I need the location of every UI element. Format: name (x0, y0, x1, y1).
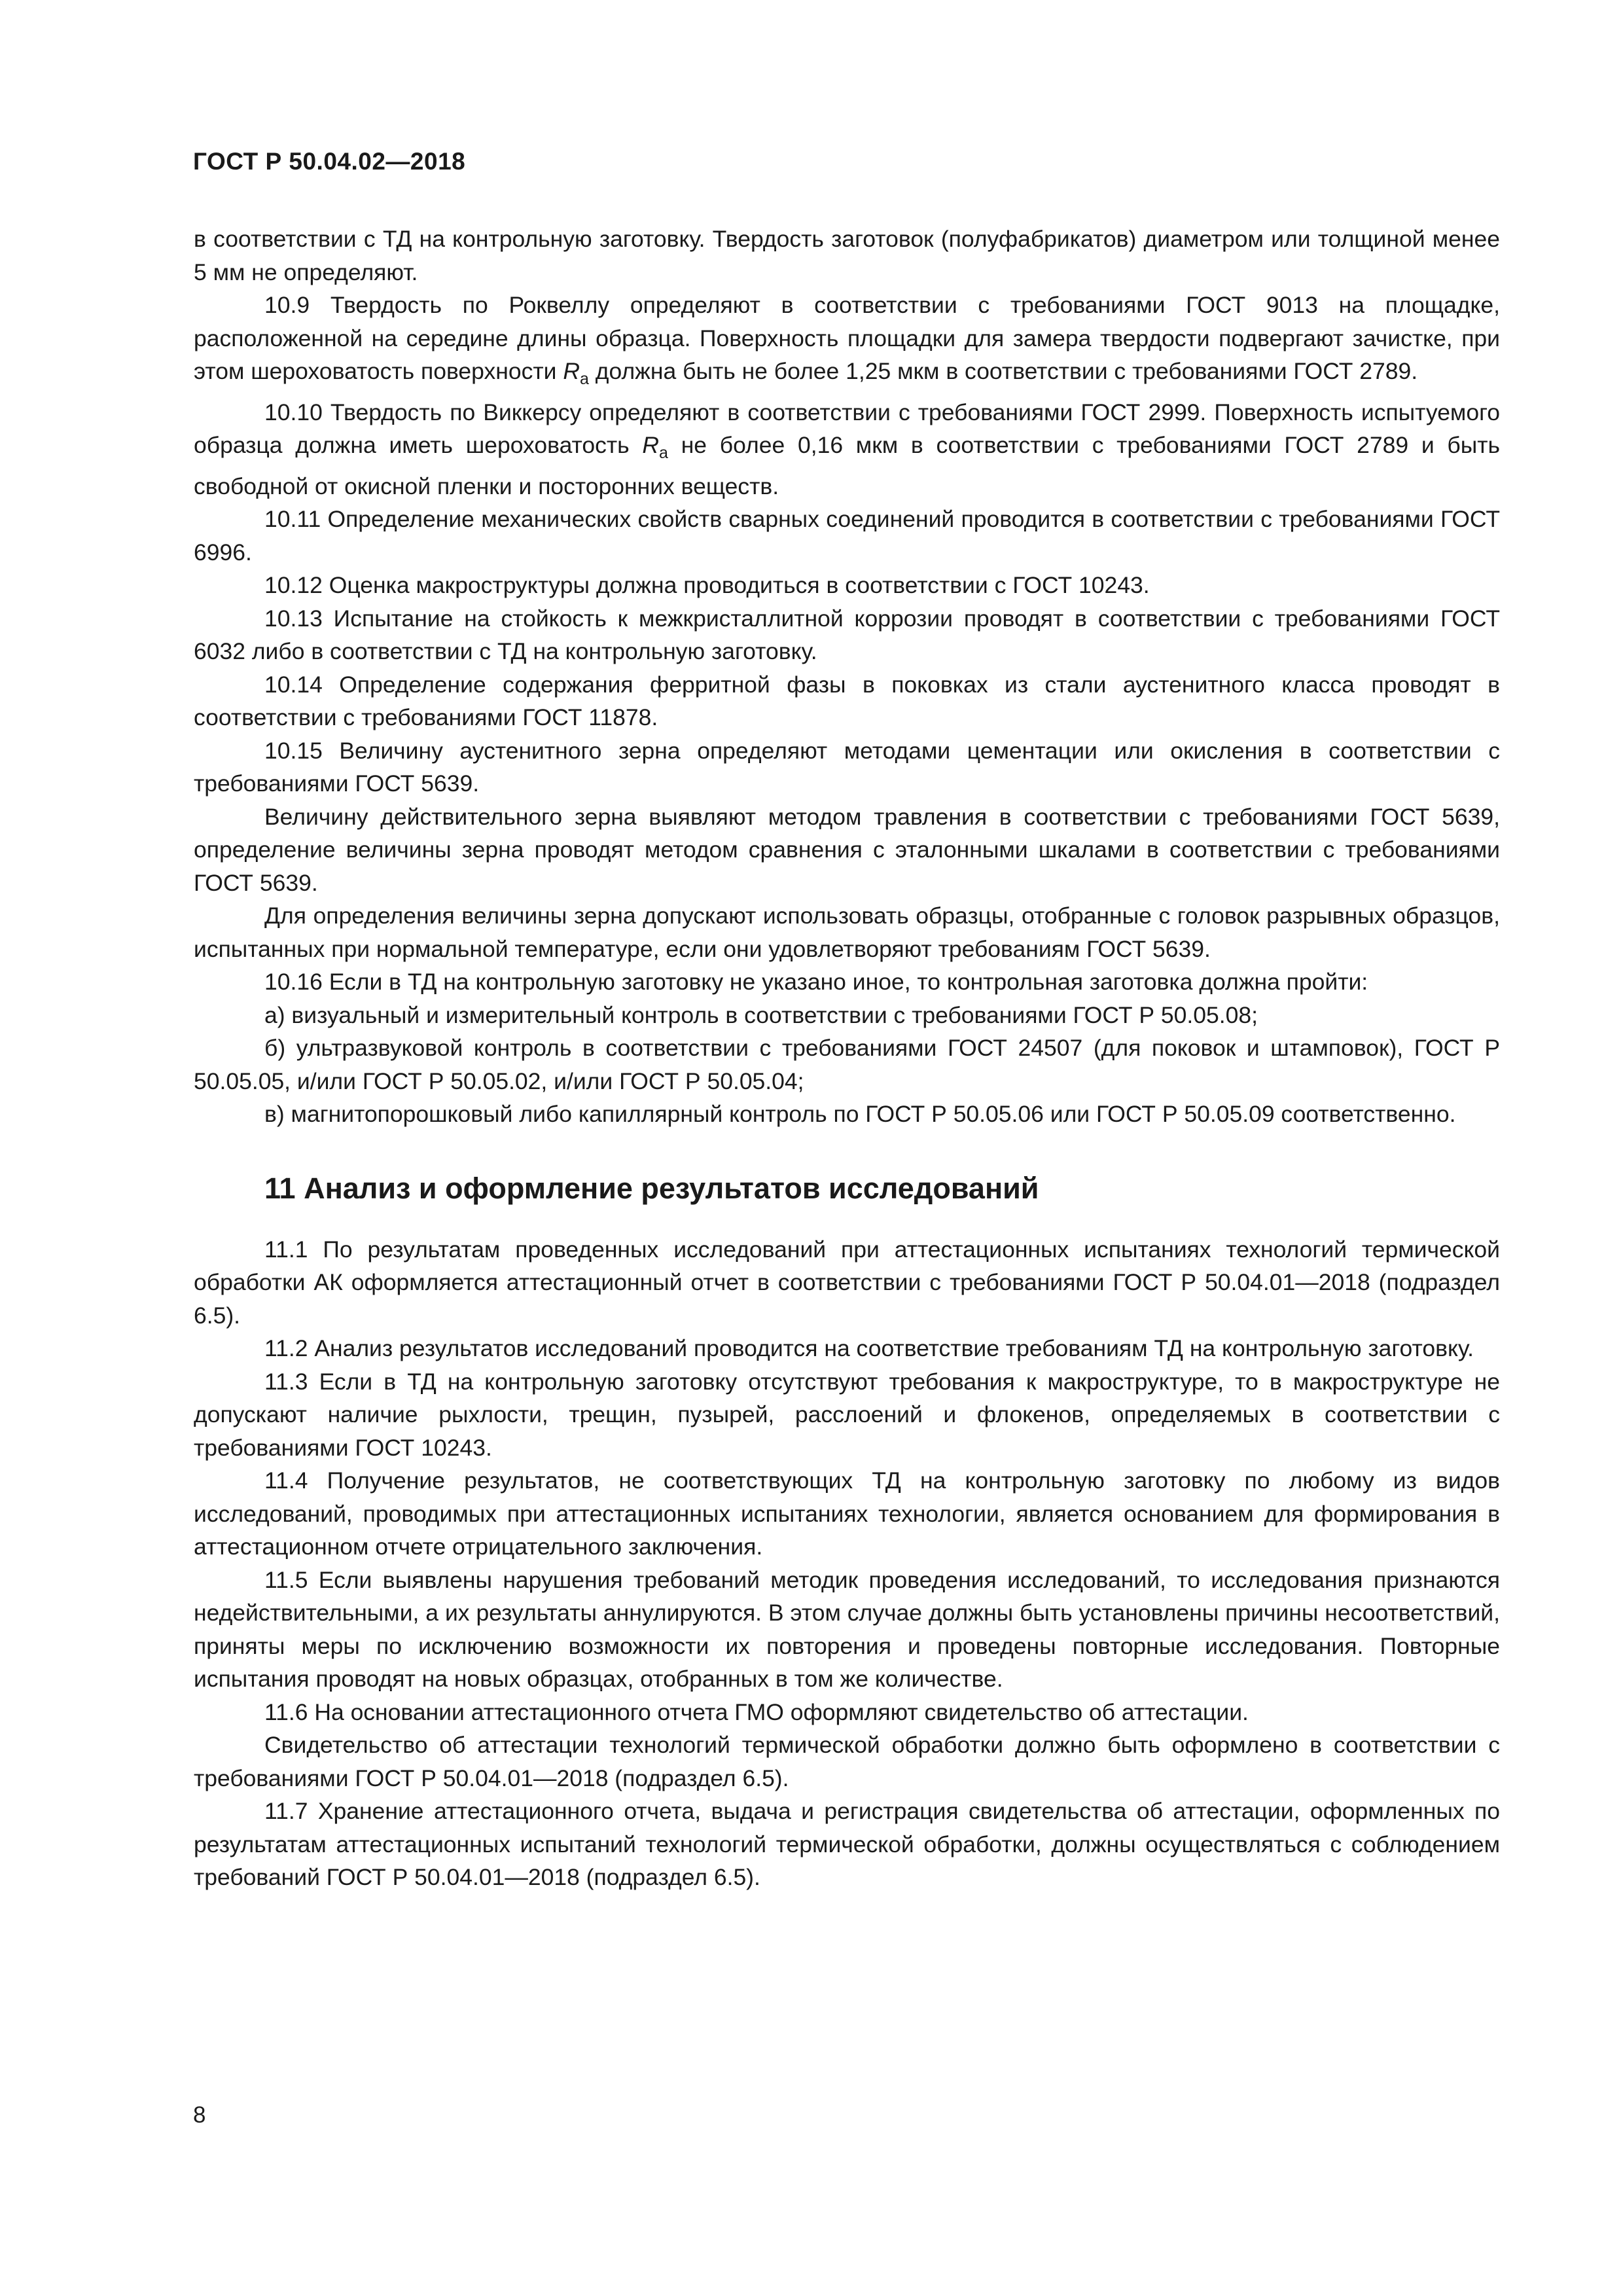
document-header: ГОСТ Р 50.04.02—2018 (193, 148, 466, 175)
paragraph-10-15-samples: Для определения величины зерна допускают использовать образцы, отобранные с головок разрывных образцов, испытанных при нормальной температуре, если они удовлетворяют требованиям ГОСТ 5639. (194, 903, 1500, 962)
document-body (194, 223, 1500, 1894)
roughness-symbol-subscript: a (659, 444, 668, 462)
paragraph-11-3: 11.3 Если в ТД на контрольную заготовку отсутствуют требования к макроструктуре, то в макроструктуре не допускают наличие рыхлости, трещин, пузырей, расслоений и флокенов, определяемых в соответствии с требованиями ГОСТ 10243. (194, 1368, 1500, 1461)
list-item-a: а) визуальный и измерительный контроль в соответствии с требованиями ГОСТ Р 50.05.08; (264, 1001, 1258, 1028)
paragraph-10-14: 10.14 Определение содержания ферритной фазы в поковках из стали аустенитного класса проводят в соответствии с требованиями ГОСТ 11878. (194, 671, 1500, 730)
paragraph-10-10 (194, 396, 1500, 503)
paragraph-10-10-text-end: не более 0,16 мкм в соответствии с требованиями ГОСТ 2789 и быть свободной от окисной пленки и посторонних веществ. (194, 432, 1500, 499)
paragraph-11-7: 11.7 Хранение аттестационного отчета, выдача и регистрация свидетельства об аттестации, оформленных по результатам аттестационных испытаний технологий термической обработки, должны осуществляться с соблюдением требований ГОСТ Р 50.04.01—2018 (подраздел 6.5). (194, 1798, 1500, 1890)
roughness-symbol (642, 432, 668, 462)
paragraph-10-15-grain: Величину действительного зерна выявляют методом травления в соответствии с требованиями ГОСТ 5639, определение величины зерна проводят методом сравнения с эталонными шкалами в соответствии с требованиями ГОСТ 5639. (194, 803, 1500, 896)
paragraph-10-12: 10.12 Оценка макроструктуры должна проводиться в соответствии с ГОСТ 10243. (264, 572, 1150, 598)
paragraph-10-13: 10.13 Испытание на стойкость к межкристаллитной коррозии проводят в соответствии с требованиями ГОСТ 6032 либо в соответствии с ТД на контрольную заготовку. (194, 605, 1500, 664)
paragraph-10-9 (194, 289, 1500, 396)
paragraph-continuation: в соответствии с ТД на контрольную заготовку. Твердость заготовок (полуфабрикатов) диаметром или толщиной менее 5 мм не определяют. (194, 226, 1500, 285)
roughness-symbol (563, 358, 589, 388)
section-11-heading: 11 Анализ и оформление результатов исследований (264, 1171, 1039, 1205)
paragraph-11-6-certificate: Свидетельство об аттестации технологий термической обработки должно быть оформлено в соответствии с требованиями ГОСТ Р 50.04.01—2018 (подраздел 6.5). (194, 1732, 1500, 1791)
page-number: 8 (193, 2102, 206, 2128)
paragraph-11-5: 11.5 Если выявлены нарушения требований методик проведения исследований, то исследования признаются недействительными, а их результаты аннулируются. В этом случае должны быть установлены причины несоответствий, приняты меры по исключению возможности их повторения и проведены повторные исследования. Повторные испытания проводят на новых образцах, отобранных в том же количестве. (194, 1566, 1500, 1692)
paragraph-10-16: 10.16 Если в ТД на контрольную заготовку не указано иное, то контрольная заготовка должна пройти: (264, 969, 1368, 995)
paragraph-10-15: 10.15 Величину аустенитного зерна определяют методами цементации или окисления в соответствии с требованиями ГОСТ 5639. (194, 737, 1500, 797)
paragraph-11-1: 11.1 По результатам проведенных исследований при аттестационных испытаниях технологий термической обработки АК оформляется аттестационный отчет в соответствии с требованиями ГОСТ Р 50.04.01—2018 (подраздел 6.5). (194, 1236, 1500, 1329)
list-item-c: в) магнитопорошковый либо капиллярный контроль по ГОСТ Р 50.05.06 или ГОСТ Р 50.05.09 соответственно. (264, 1101, 1456, 1127)
paragraph-10-9-text-start: 10.9 Твердость по Роквеллу определяют в соответствии с требованиями ГОСТ 9013 на площадке, расположенной на середине длины образца. Поверхность площадки для замера твердости подвергают зачистке, при этом шероховатость поверхности (194, 292, 1500, 384)
paragraph-10-11: 10.11 Определение механических свойств сварных соединений проводится в соответствии с требованиями ГОСТ 6996. (194, 506, 1500, 565)
paragraph-11-4: 11.4 Получение результатов, не соответствующих ТД на контрольную заготовку по любому из видов исследований, проводимых при аттестационных испытаниях технологии, является основанием для формирования в аттестационном отчете отрицательного заключения. (194, 1467, 1500, 1560)
roughness-symbol-letter: R (642, 432, 660, 458)
roughness-symbol-letter: R (563, 358, 580, 384)
paragraph-11-2: 11.2 Анализ результатов исследований проводится на соответствие требованиям ТД на контрольную заготовку. (264, 1335, 1474, 1361)
list-item-b: б) ультразвуковой контроль в соответствии с требованиями ГОСТ 24507 (для поковок и штамповок), ГОСТ Р 50.05.05, и/или ГОСТ Р 50.05.02, и/или ГОСТ Р 50.05.04; (194, 1035, 1500, 1094)
paragraph-10-9-text-end: должна быть не более 1,25 мкм в соответствии с требованиями ГОСТ 2789. (595, 358, 1418, 384)
paragraph-11-6: 11.6 На основании аттестационного отчета ГМО оформляют свидетельство об аттестации. (264, 1698, 1249, 1725)
roughness-symbol-subscript: a (579, 370, 589, 388)
paragraph-10-10-text-start: 10.10 Твердость по Виккерсу определяют в соответствии с требованиями ГОСТ 2999. Поверхность испытуемого образца должна иметь шероховатость (194, 399, 1500, 458)
